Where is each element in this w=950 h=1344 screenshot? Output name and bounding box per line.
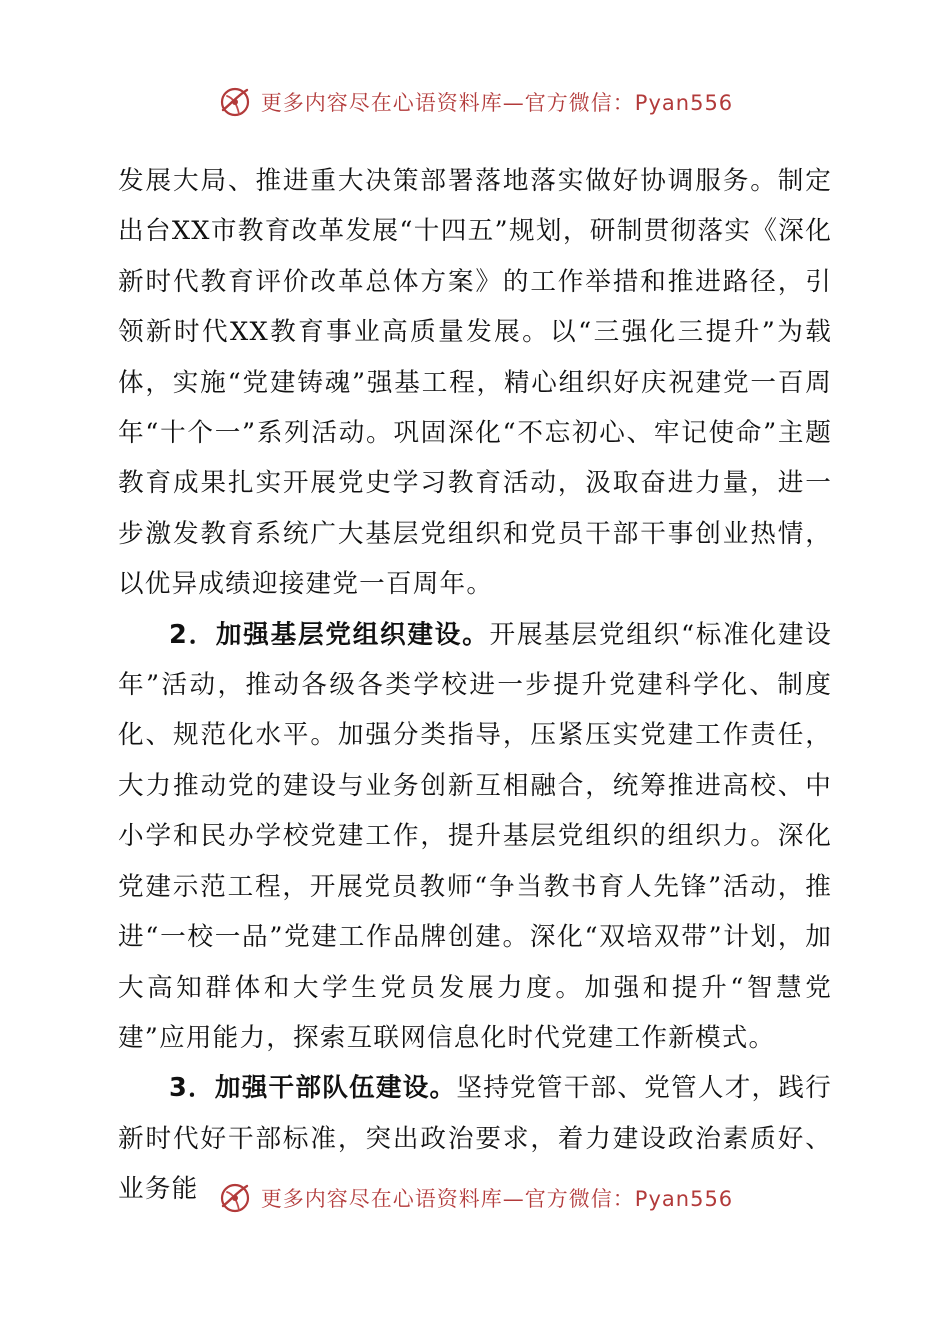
swirl-logo-icon [217, 1180, 253, 1216]
watermark-text: 更多内容尽在心语资料库—官方微信：Pyan556 [260, 91, 734, 115]
section-3-heading: 3．加强干部队伍建设。 [169, 1073, 457, 1104]
section-2-text: 开展基层党组织“标准化建设年”活动，推动各级各类学校进一步提升党建科学化、制度化、规范化水平。加强分类指导，压紧压实党建工作责任，大力推动党的建设与业务创新互相融合，统筹推进高校、中小学和民办学校党建工作，提升基层党组织的组织力。深化党建示范工程，开展党员教师“争当教书育人先锋”活动，推进“一校一品”党建工作品牌创建。深化“双培双带”计划，加大高知群体和大学生党员发展力度。加强和提升“智慧党建”应用能力，探索互联网信息化时代党建工作新模式。 [118, 619, 832, 1053]
document-body [118, 156, 832, 1215]
paragraph-continuation: 发展大局、推进重大决策部署落地落实做好协调服务。制定出台XX市教育改革发展“十四五”规划，研制贯彻落实《深化新时代教育评价改革总体方案》的工作举措和推进路径，引领新时代XX教育事业高质量发展。以“三强化三提升”为载体，实施“党建铸魂”强基工程，精心组织好庆祝建党一百周年“十个一”系列活动。巩固深化“不忘初心、牢记使命”主题教育成果扎实开展党史学习教育活动，汲取奋进力量，进一步激发教育系统广大基层党组织和党员干部干事创业热情，以优异成绩迎接建党一百周年。 [118, 166, 832, 600]
paragraph-section-2 [118, 610, 832, 1064]
watermark-text: 更多内容尽在心语资料库—官方微信：Pyan556 [260, 1187, 734, 1211]
footer-watermark [0, 1176, 950, 1220]
section-3-text: 坚持党管干部、党管人才，践行新时代好干部标准，突出政治要求，着力建设政治素质好、业务能 [118, 1073, 832, 1205]
header-watermark [0, 80, 950, 124]
section-2-heading: 2．加强基层党组织建设。 [169, 619, 490, 650]
swirl-logo-icon [217, 84, 253, 120]
